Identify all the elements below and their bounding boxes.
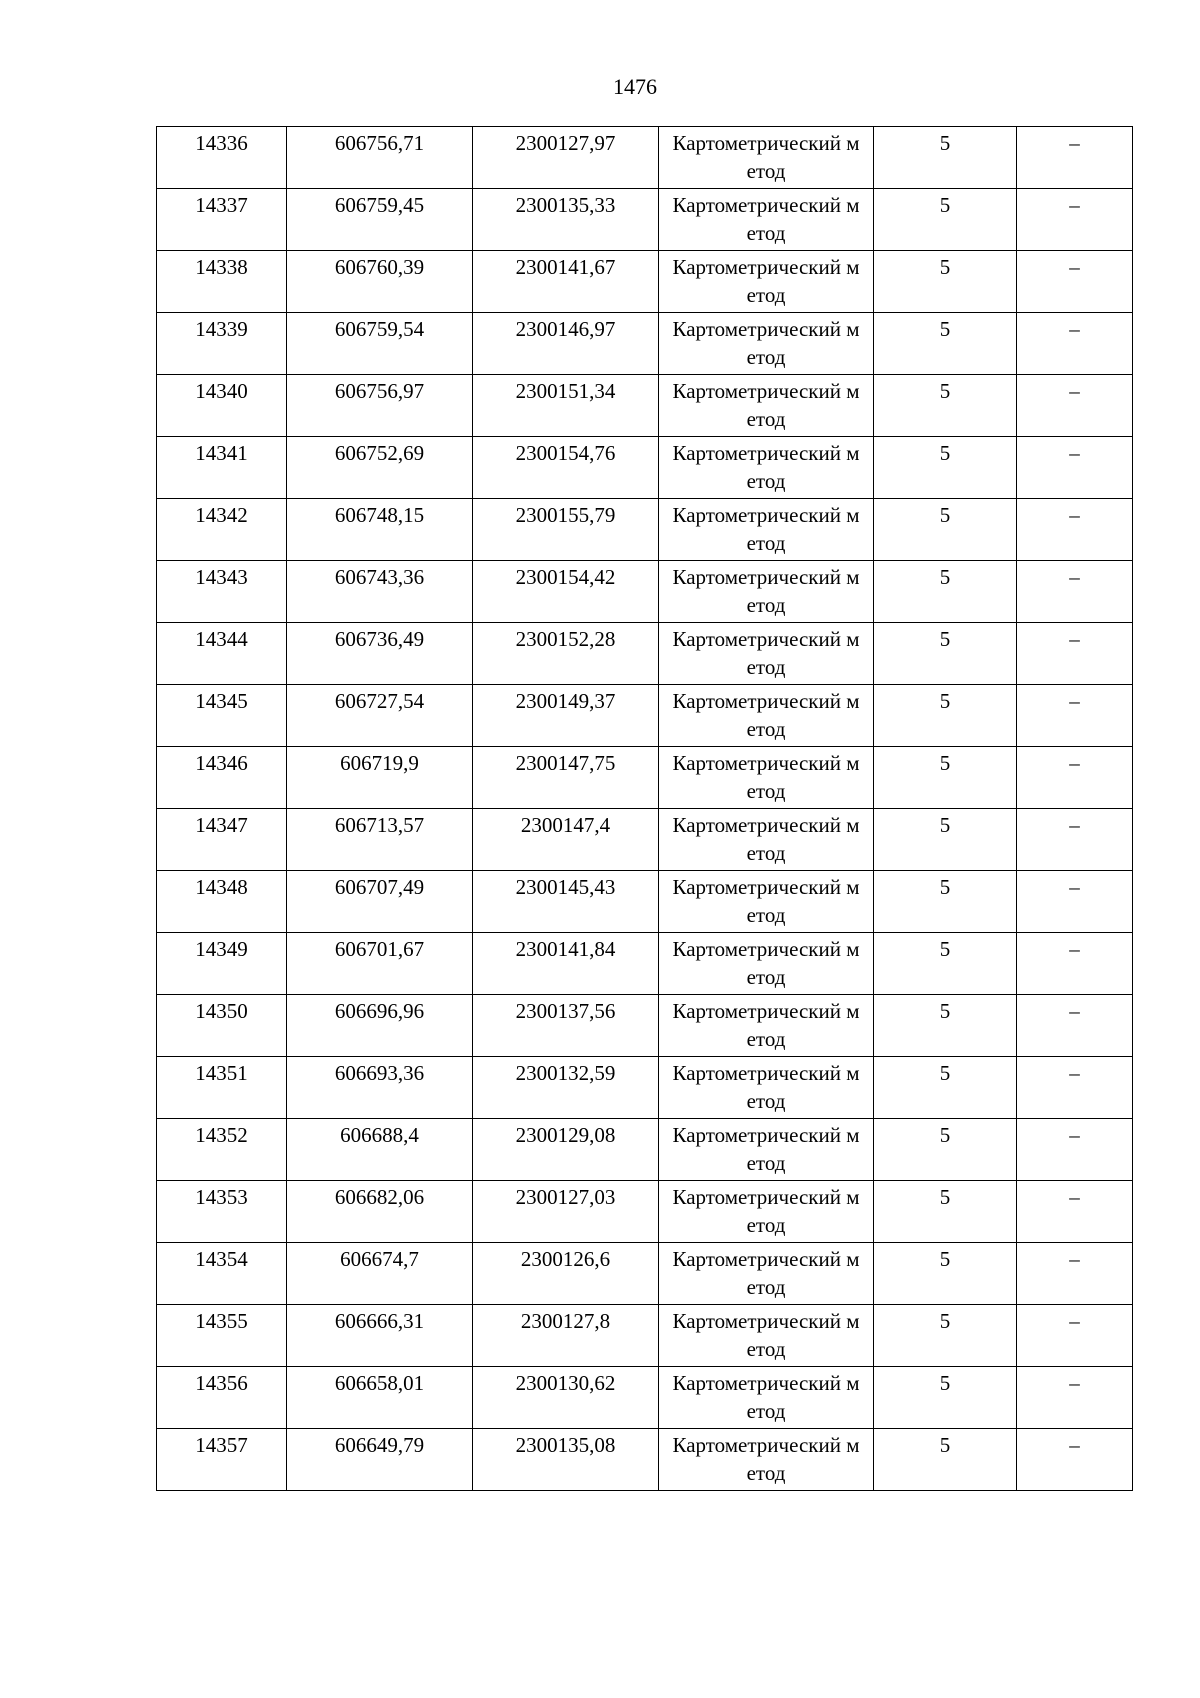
note-cell: –	[1017, 499, 1133, 561]
table-row	[157, 685, 1133, 747]
x-coordinate-cell: 606759,45	[287, 189, 473, 251]
y-coordinate-cell: 2300154,76	[473, 437, 659, 499]
table-row	[157, 1305, 1133, 1367]
method-text: Картометрический метод	[672, 441, 860, 493]
method-cell	[659, 1181, 874, 1243]
table-row	[157, 1367, 1133, 1429]
note-cell: –	[1017, 1367, 1133, 1429]
accuracy-cell: 5	[874, 747, 1017, 809]
accuracy-cell: 5	[874, 1181, 1017, 1243]
accuracy-cell: 5	[874, 251, 1017, 313]
table-row	[157, 499, 1133, 561]
coordinates-table-body	[157, 127, 1133, 1491]
note-cell: –	[1017, 561, 1133, 623]
method-cell	[659, 313, 874, 375]
x-coordinate-cell: 606666,31	[287, 1305, 473, 1367]
x-coordinate-cell: 606688,4	[287, 1119, 473, 1181]
table-row	[157, 437, 1133, 499]
x-coordinate-cell: 606756,97	[287, 375, 473, 437]
x-coordinate-cell: 606707,49	[287, 871, 473, 933]
accuracy-cell: 5	[874, 313, 1017, 375]
point-number-cell: 14341	[157, 437, 287, 499]
coordinates-table	[156, 126, 1133, 1491]
method-cell	[659, 561, 874, 623]
x-coordinate-cell: 606752,69	[287, 437, 473, 499]
y-coordinate-cell: 2300141,67	[473, 251, 659, 313]
method-text: Картометрический метод	[672, 193, 860, 245]
method-text: Картометрический метод	[672, 751, 860, 803]
point-number-cell: 14346	[157, 747, 287, 809]
table-row	[157, 127, 1133, 189]
method-cell	[659, 1057, 874, 1119]
accuracy-cell: 5	[874, 1429, 1017, 1491]
point-number-cell: 14340	[157, 375, 287, 437]
y-coordinate-cell: 2300147,75	[473, 747, 659, 809]
y-coordinate-cell: 2300141,84	[473, 933, 659, 995]
method-cell	[659, 623, 874, 685]
method-text: Картометрический метод	[672, 1185, 860, 1237]
y-coordinate-cell: 2300151,34	[473, 375, 659, 437]
y-coordinate-cell: 2300135,08	[473, 1429, 659, 1491]
method-cell	[659, 1367, 874, 1429]
method-text: Картометрический метод	[672, 1433, 860, 1485]
method-text: Картометрический метод	[672, 1371, 860, 1423]
table-row	[157, 1181, 1133, 1243]
x-coordinate-cell: 606736,49	[287, 623, 473, 685]
method-text: Картометрический метод	[672, 379, 860, 431]
point-number-cell: 14350	[157, 995, 287, 1057]
point-number-cell: 14348	[157, 871, 287, 933]
table-row	[157, 251, 1133, 313]
method-text: Картометрический метод	[672, 1123, 860, 1175]
method-cell	[659, 499, 874, 561]
method-cell	[659, 1243, 874, 1305]
y-coordinate-cell: 2300137,56	[473, 995, 659, 1057]
method-cell	[659, 1429, 874, 1491]
point-number-cell: 14339	[157, 313, 287, 375]
method-text: Картометрический метод	[672, 1061, 860, 1113]
accuracy-cell: 5	[874, 437, 1017, 499]
y-coordinate-cell: 2300152,28	[473, 623, 659, 685]
method-text: Картометрический метод	[672, 1309, 860, 1361]
point-number-cell: 14342	[157, 499, 287, 561]
x-coordinate-cell: 606649,79	[287, 1429, 473, 1491]
note-cell: –	[1017, 313, 1133, 375]
point-number-cell: 14355	[157, 1305, 287, 1367]
note-cell: –	[1017, 623, 1133, 685]
accuracy-cell: 5	[874, 561, 1017, 623]
accuracy-cell: 5	[874, 127, 1017, 189]
method-cell	[659, 995, 874, 1057]
table-row	[157, 375, 1133, 437]
accuracy-cell: 5	[874, 499, 1017, 561]
table-row	[157, 1057, 1133, 1119]
method-cell	[659, 685, 874, 747]
method-cell	[659, 1305, 874, 1367]
note-cell: –	[1017, 1429, 1133, 1491]
x-coordinate-cell: 606759,54	[287, 313, 473, 375]
method-cell	[659, 127, 874, 189]
x-coordinate-cell: 606658,01	[287, 1367, 473, 1429]
point-number-cell: 14352	[157, 1119, 287, 1181]
point-number-cell: 14336	[157, 127, 287, 189]
table-row	[157, 313, 1133, 375]
y-coordinate-cell: 2300132,59	[473, 1057, 659, 1119]
table-row	[157, 561, 1133, 623]
table-row	[157, 1429, 1133, 1491]
x-coordinate-cell: 606743,36	[287, 561, 473, 623]
note-cell: –	[1017, 871, 1133, 933]
y-coordinate-cell: 2300127,03	[473, 1181, 659, 1243]
y-coordinate-cell: 2300147,4	[473, 809, 659, 871]
method-text: Картометрический метод	[672, 131, 860, 183]
accuracy-cell: 5	[874, 623, 1017, 685]
note-cell: –	[1017, 1305, 1133, 1367]
x-coordinate-cell: 606713,57	[287, 809, 473, 871]
y-coordinate-cell: 2300146,97	[473, 313, 659, 375]
table-row	[157, 1119, 1133, 1181]
accuracy-cell: 5	[874, 685, 1017, 747]
note-cell: –	[1017, 809, 1133, 871]
point-number-cell: 14357	[157, 1429, 287, 1491]
note-cell: –	[1017, 933, 1133, 995]
y-coordinate-cell: 2300127,97	[473, 127, 659, 189]
accuracy-cell: 5	[874, 1367, 1017, 1429]
y-coordinate-cell: 2300130,62	[473, 1367, 659, 1429]
x-coordinate-cell: 606696,96	[287, 995, 473, 1057]
point-number-cell: 14347	[157, 809, 287, 871]
method-cell	[659, 809, 874, 871]
point-number-cell: 14338	[157, 251, 287, 313]
y-coordinate-cell: 2300127,8	[473, 1305, 659, 1367]
accuracy-cell: 5	[874, 809, 1017, 871]
table-row	[157, 809, 1133, 871]
note-cell: –	[1017, 251, 1133, 313]
method-text: Картометрический метод	[672, 1247, 860, 1299]
x-coordinate-cell: 606701,67	[287, 933, 473, 995]
x-coordinate-cell: 606674,7	[287, 1243, 473, 1305]
method-text: Картометрический метод	[672, 689, 860, 741]
point-number-cell: 14351	[157, 1057, 287, 1119]
method-cell	[659, 251, 874, 313]
note-cell: –	[1017, 1119, 1133, 1181]
table-row	[157, 747, 1133, 809]
table-row	[157, 189, 1133, 251]
note-cell: –	[1017, 127, 1133, 189]
method-text: Картометрический метод	[672, 255, 860, 307]
point-number-cell: 14353	[157, 1181, 287, 1243]
method-text: Картометрический метод	[672, 565, 860, 617]
y-coordinate-cell: 2300135,33	[473, 189, 659, 251]
x-coordinate-cell: 606760,39	[287, 251, 473, 313]
x-coordinate-cell: 606693,36	[287, 1057, 473, 1119]
y-coordinate-cell: 2300145,43	[473, 871, 659, 933]
method-text: Картометрический метод	[672, 875, 860, 927]
note-cell: –	[1017, 437, 1133, 499]
note-cell: –	[1017, 375, 1133, 437]
accuracy-cell: 5	[874, 1057, 1017, 1119]
x-coordinate-cell: 606727,54	[287, 685, 473, 747]
method-text: Картометрический метод	[672, 627, 860, 679]
x-coordinate-cell: 606682,06	[287, 1181, 473, 1243]
method-cell	[659, 747, 874, 809]
method-cell	[659, 375, 874, 437]
table-row	[157, 995, 1133, 1057]
accuracy-cell: 5	[874, 871, 1017, 933]
accuracy-cell: 5	[874, 375, 1017, 437]
point-number-cell: 14337	[157, 189, 287, 251]
point-number-cell: 14356	[157, 1367, 287, 1429]
y-coordinate-cell: 2300149,37	[473, 685, 659, 747]
accuracy-cell: 5	[874, 933, 1017, 995]
accuracy-cell: 5	[874, 189, 1017, 251]
point-number-cell: 14354	[157, 1243, 287, 1305]
x-coordinate-cell: 606719,9	[287, 747, 473, 809]
note-cell: –	[1017, 685, 1133, 747]
method-text: Картометрический метод	[672, 813, 860, 865]
accuracy-cell: 5	[874, 995, 1017, 1057]
point-number-cell: 14344	[157, 623, 287, 685]
method-cell	[659, 933, 874, 995]
table-row	[157, 933, 1133, 995]
note-cell: –	[1017, 1181, 1133, 1243]
table-row	[157, 1243, 1133, 1305]
accuracy-cell: 5	[874, 1305, 1017, 1367]
table-row	[157, 871, 1133, 933]
x-coordinate-cell: 606748,15	[287, 499, 473, 561]
point-number-cell: 14349	[157, 933, 287, 995]
x-coordinate-cell: 606756,71	[287, 127, 473, 189]
y-coordinate-cell: 2300155,79	[473, 499, 659, 561]
method-cell	[659, 437, 874, 499]
method-text: Картометрический метод	[672, 999, 860, 1051]
y-coordinate-cell: 2300154,42	[473, 561, 659, 623]
method-text: Картометрический метод	[672, 503, 860, 555]
method-text: Картометрический метод	[672, 317, 860, 369]
note-cell: –	[1017, 1243, 1133, 1305]
note-cell: –	[1017, 1057, 1133, 1119]
note-cell: –	[1017, 189, 1133, 251]
point-number-cell: 14345	[157, 685, 287, 747]
accuracy-cell: 5	[874, 1243, 1017, 1305]
y-coordinate-cell: 2300126,6	[473, 1243, 659, 1305]
method-text: Картометрический метод	[672, 937, 860, 989]
page-number: 1476	[613, 74, 657, 99]
point-number-cell: 14343	[157, 561, 287, 623]
method-cell	[659, 1119, 874, 1181]
method-cell	[659, 189, 874, 251]
y-coordinate-cell: 2300129,08	[473, 1119, 659, 1181]
note-cell: –	[1017, 747, 1133, 809]
table-row	[157, 623, 1133, 685]
accuracy-cell: 5	[874, 1119, 1017, 1181]
method-cell	[659, 871, 874, 933]
note-cell: –	[1017, 995, 1133, 1057]
